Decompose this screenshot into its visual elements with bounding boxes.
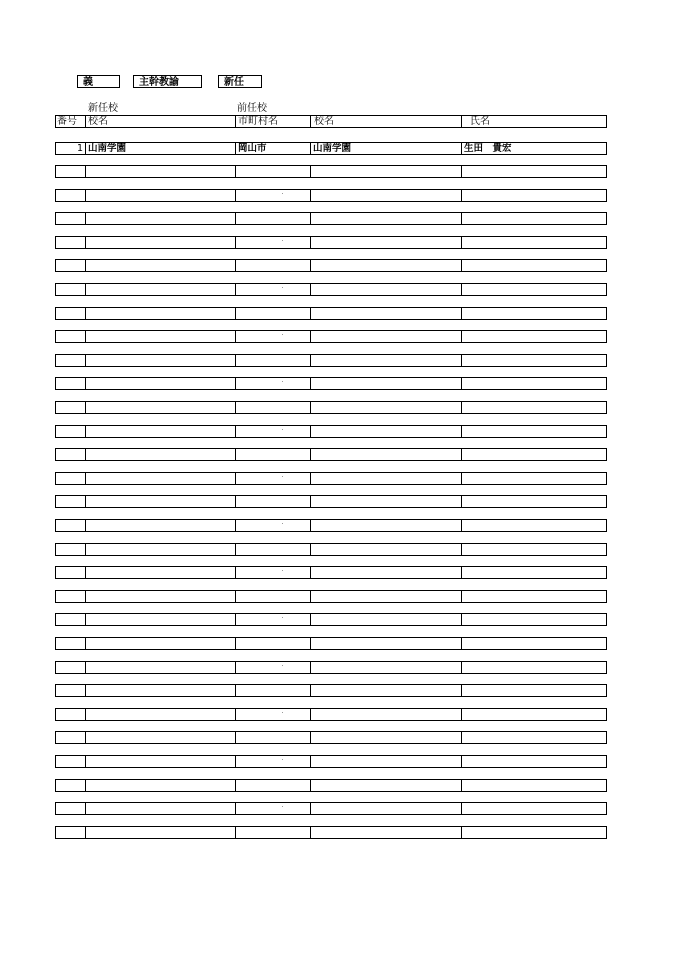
table-cell bbox=[461, 307, 607, 320]
table-cell bbox=[310, 802, 462, 815]
table-cell bbox=[55, 779, 86, 792]
table-cell bbox=[310, 448, 462, 461]
table-cell bbox=[310, 543, 462, 556]
table-cell bbox=[461, 543, 607, 556]
table-cell bbox=[310, 330, 462, 343]
table-cell bbox=[55, 283, 86, 296]
table-cell bbox=[85, 212, 236, 225]
table-row bbox=[55, 755, 607, 768]
table-cell bbox=[235, 661, 311, 674]
table-cell bbox=[235, 566, 311, 579]
table-cell bbox=[85, 236, 236, 249]
table-cell bbox=[85, 779, 236, 792]
table-cell bbox=[461, 731, 607, 744]
table-cell bbox=[55, 401, 86, 414]
table-cell bbox=[235, 354, 311, 367]
table-cell bbox=[310, 826, 462, 839]
table-cell bbox=[85, 425, 236, 438]
table-cell bbox=[55, 259, 86, 272]
table-cell bbox=[461, 566, 607, 579]
table-cell bbox=[55, 354, 86, 367]
table-cell bbox=[55, 425, 86, 438]
table-row bbox=[55, 684, 607, 697]
table-cell bbox=[55, 495, 86, 508]
prev-school-group-label: 前任校 bbox=[237, 103, 267, 114]
status-tag: 新任 bbox=[218, 75, 262, 88]
table-cell bbox=[235, 519, 311, 532]
table-cell bbox=[85, 755, 236, 768]
table-cell bbox=[235, 495, 311, 508]
speck-mark bbox=[282, 240, 283, 241]
table-cell bbox=[85, 519, 236, 532]
table-cell bbox=[461, 401, 607, 414]
table-row bbox=[55, 189, 607, 202]
table-cell bbox=[235, 590, 311, 603]
table-row bbox=[55, 401, 607, 414]
category-tag: 義 bbox=[77, 75, 120, 88]
speck-mark bbox=[282, 712, 283, 713]
table-cell bbox=[235, 731, 311, 744]
table-cell bbox=[85, 826, 236, 839]
table-cell bbox=[55, 212, 86, 225]
speck-mark bbox=[282, 617, 283, 618]
person-name-cell: 生田 貴宏 bbox=[461, 142, 607, 155]
table-row bbox=[55, 165, 607, 178]
table-cell bbox=[310, 637, 462, 650]
table-cell bbox=[310, 661, 462, 674]
table-cell bbox=[55, 590, 86, 603]
speck-mark bbox=[282, 665, 283, 666]
table-row bbox=[55, 731, 607, 744]
table-cell bbox=[310, 566, 462, 579]
header-prev-school-name: 校名 bbox=[310, 115, 462, 128]
table-cell bbox=[310, 731, 462, 744]
table-cell bbox=[85, 613, 236, 626]
header-municipality: 市町村名 bbox=[235, 115, 311, 128]
table-cell bbox=[461, 708, 607, 721]
table-cell bbox=[310, 472, 462, 485]
table-cell bbox=[461, 472, 607, 485]
table-row bbox=[55, 236, 607, 249]
speck-mark bbox=[282, 193, 283, 194]
speck-mark bbox=[282, 287, 283, 288]
table-cell bbox=[310, 283, 462, 296]
table-cell bbox=[461, 613, 607, 626]
table-cell bbox=[85, 448, 236, 461]
prev-school-cell: 山南学園 bbox=[310, 142, 462, 155]
table-row bbox=[55, 543, 607, 556]
table-cell bbox=[310, 613, 462, 626]
table-cell bbox=[310, 708, 462, 721]
table-cell bbox=[310, 684, 462, 697]
table-cell bbox=[55, 684, 86, 697]
table-row bbox=[55, 826, 607, 839]
table-cell bbox=[55, 661, 86, 674]
position-tag: 主幹教諭 bbox=[133, 75, 202, 88]
table-cell bbox=[461, 377, 607, 390]
table-row bbox=[55, 212, 607, 225]
speck-mark bbox=[282, 523, 283, 524]
table-cell bbox=[235, 165, 311, 178]
speck-mark bbox=[282, 476, 283, 477]
table-cell bbox=[310, 212, 462, 225]
table-cell bbox=[55, 802, 86, 815]
table-row bbox=[55, 637, 607, 650]
table-row bbox=[55, 613, 607, 626]
table-cell bbox=[461, 661, 607, 674]
table-cell bbox=[55, 708, 86, 721]
table-cell bbox=[235, 307, 311, 320]
header-school-name: 校名 bbox=[85, 115, 236, 128]
table-row bbox=[55, 283, 607, 296]
table-cell bbox=[235, 779, 311, 792]
table-row bbox=[55, 566, 607, 579]
table-cell bbox=[235, 543, 311, 556]
table-row bbox=[55, 519, 607, 532]
table-cell bbox=[235, 189, 311, 202]
municipality-cell: 岡山市 bbox=[235, 142, 311, 155]
table-cell bbox=[461, 165, 607, 178]
table-row bbox=[55, 448, 607, 461]
table-cell bbox=[235, 472, 311, 485]
table-cell bbox=[55, 731, 86, 744]
table-cell bbox=[85, 684, 236, 697]
table-cell bbox=[461, 283, 607, 296]
table-cell bbox=[461, 755, 607, 768]
speck-mark bbox=[282, 570, 283, 571]
table-cell bbox=[461, 495, 607, 508]
table-cell bbox=[461, 590, 607, 603]
table-cell bbox=[310, 519, 462, 532]
table-cell bbox=[235, 236, 311, 249]
table-cell bbox=[310, 307, 462, 320]
table-cell bbox=[461, 519, 607, 532]
table-row bbox=[55, 142, 607, 155]
table-cell bbox=[55, 755, 86, 768]
table-cell bbox=[85, 495, 236, 508]
header-person-name: 氏名 bbox=[461, 115, 607, 128]
table-cell bbox=[235, 637, 311, 650]
table-cell bbox=[85, 377, 236, 390]
table-cell bbox=[461, 212, 607, 225]
new-school-cell: 山南学園 bbox=[85, 142, 236, 155]
table-cell bbox=[55, 307, 86, 320]
table-cell bbox=[310, 354, 462, 367]
table-row bbox=[55, 307, 607, 320]
table-row bbox=[55, 472, 607, 485]
table-cell bbox=[85, 566, 236, 579]
table-cell bbox=[235, 708, 311, 721]
table-cell bbox=[85, 661, 236, 674]
new-school-group-label: 新任校 bbox=[88, 103, 118, 114]
table-row bbox=[55, 377, 607, 390]
table-cell bbox=[461, 330, 607, 343]
table-cell bbox=[235, 212, 311, 225]
table-cell bbox=[85, 637, 236, 650]
table-cell bbox=[55, 566, 86, 579]
table-cell bbox=[461, 354, 607, 367]
table-cell bbox=[55, 236, 86, 249]
table-row bbox=[55, 802, 607, 815]
table-cell bbox=[310, 590, 462, 603]
table-cell bbox=[461, 425, 607, 438]
table-cell bbox=[461, 259, 607, 272]
table-cell bbox=[461, 448, 607, 461]
table-cell bbox=[461, 637, 607, 650]
table-cell bbox=[235, 425, 311, 438]
table-cell bbox=[55, 165, 86, 178]
speck-mark bbox=[282, 429, 283, 430]
table-cell bbox=[85, 165, 236, 178]
table-row bbox=[55, 495, 607, 508]
table-cell bbox=[235, 259, 311, 272]
table-cell bbox=[310, 377, 462, 390]
table-row bbox=[55, 330, 607, 343]
table-row bbox=[55, 259, 607, 272]
table-cell bbox=[55, 330, 86, 343]
table-cell bbox=[85, 802, 236, 815]
table-cell bbox=[461, 802, 607, 815]
table-cell bbox=[55, 519, 86, 532]
table-cell bbox=[235, 755, 311, 768]
table-cell bbox=[310, 495, 462, 508]
header-number: 番号 bbox=[55, 115, 86, 128]
table-row bbox=[55, 425, 607, 438]
table-cell bbox=[85, 590, 236, 603]
table-cell bbox=[85, 283, 236, 296]
table-cell bbox=[85, 731, 236, 744]
speck-mark bbox=[282, 759, 283, 760]
table-row bbox=[55, 661, 607, 674]
table-cell bbox=[310, 401, 462, 414]
table-cell bbox=[85, 401, 236, 414]
table-cell bbox=[85, 330, 236, 343]
table-cell bbox=[235, 802, 311, 815]
table-cell bbox=[235, 684, 311, 697]
table-row bbox=[55, 708, 607, 721]
speck-mark bbox=[282, 806, 283, 807]
row-number: 1 bbox=[55, 142, 86, 155]
table-cell bbox=[55, 826, 86, 839]
table-cell bbox=[310, 425, 462, 438]
table-cell bbox=[55, 448, 86, 461]
table-cell bbox=[85, 708, 236, 721]
table-cell bbox=[55, 377, 86, 390]
table-cell bbox=[235, 401, 311, 414]
table-cell bbox=[310, 189, 462, 202]
table-cell bbox=[235, 283, 311, 296]
table-cell bbox=[85, 472, 236, 485]
table-cell bbox=[55, 637, 86, 650]
table-cell bbox=[55, 613, 86, 626]
table-cell bbox=[235, 448, 311, 461]
table-cell bbox=[310, 779, 462, 792]
table-cell bbox=[85, 259, 236, 272]
table-cell bbox=[85, 543, 236, 556]
table-cell bbox=[461, 189, 607, 202]
table-cell bbox=[310, 236, 462, 249]
table-cell bbox=[55, 543, 86, 556]
table-row bbox=[55, 354, 607, 367]
table-cell bbox=[55, 472, 86, 485]
table-cell bbox=[461, 826, 607, 839]
table-cell bbox=[235, 330, 311, 343]
table-cell bbox=[461, 779, 607, 792]
table-cell bbox=[85, 189, 236, 202]
table-cell bbox=[235, 826, 311, 839]
table-cell bbox=[310, 755, 462, 768]
table-cell bbox=[310, 259, 462, 272]
table-row bbox=[55, 779, 607, 792]
table-row bbox=[55, 590, 607, 603]
table-cell bbox=[235, 377, 311, 390]
speck-mark bbox=[282, 334, 283, 335]
table-cell bbox=[310, 165, 462, 178]
table-cell bbox=[55, 189, 86, 202]
table-cell bbox=[85, 307, 236, 320]
table-cell bbox=[461, 236, 607, 249]
table-cell bbox=[235, 613, 311, 626]
table-cell bbox=[461, 684, 607, 697]
speck-mark bbox=[282, 381, 283, 382]
table-cell bbox=[85, 354, 236, 367]
